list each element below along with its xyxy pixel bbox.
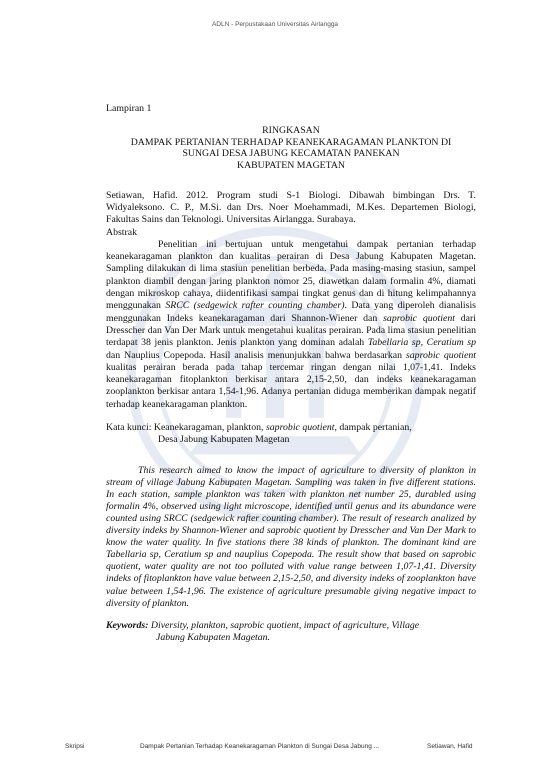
footer-title: Dampak Pertanian Terhadap Keanekaragaman Plankton di Sungai Desa Jabung ... <box>140 743 380 750</box>
document-title <box>106 125 476 171</box>
page-footer <box>0 743 550 753</box>
keywords-text: , dampak pertanian, <box>334 422 412 434</box>
keywords-indonesian <box>106 422 476 447</box>
document-body <box>106 103 476 644</box>
title-line: SUNGAI DESA JABUNG KECAMATAN PANEKAN <box>182 148 400 160</box>
keywords-term: saprobic quotient <box>265 422 335 434</box>
author-citation: Setiawan, Hafid. 2012. Program studi S-1 Biologi. Dibawah bimbingan Drs. T. Widyaleksono. C. P., M.Si. dan Drs. Noer Moehammadi, M.Kes. Departemen Biologi, Fakultas Sains dan Teknologi. Universitas Airlangga. Surabaya. <box>106 189 476 226</box>
abstract-text: . Data yang diperoleh dianalisis menggunakan Indeks keanekaragaman dari Shannon-Wiener dan <box>106 300 476 324</box>
abstract-english: This research aimed to know the impact of agriculture to diversity of plankton in stream of village Jabung Kabupaten Magetan. Sampling was taken in five different stations. In each station, sample plankton was taken with plankton net number 25, durabled using formalin 4%, observed using light microscope, identified until genus and its abundance were counted using SRCC (sedgewick rafter counting chamber). The result of research analized by diversity indeks by Shannon-Wiener and saprobic quotient by Dresscher and Van Der Mark to know the water quality. In five stations there 38 kinds of plankton. The dominant kind are Tabellaria sp, Ceratium sp and nauplius Copepoda. The result show that based on saprobic quotient, water quality are not too polluted with value range between 1,07-1,41. Diversity indeks of fitoplankton have value between 2,15-2,50, and diversity indeks of zooplankton have value between 1,54-1,96. The existence of agriculture presumable giving negative impact to diversity of plankton. <box>106 464 476 609</box>
abstract-text: Penelitian ini bertujuan untuk mengetahui dampak pertanian terhadap keanekaragaman plankton dan kualitas perairan di Desa Jabung Kabupaten Magetan. Sampling dilakukan di lima stasiun penelitian berbeda. Pada masing-masing stasiun, sampel plankton diambil dengan jaring plankton nomor 25, diawetkan dalam formalin 4%, diamati dengan mikroskop cahaya, diidentifikasi sampai tingkat genus dan di hitung kelimpahannya menggunakan <box>106 238 476 312</box>
title-line: DAMPAK PERTANIAN TERHADAP KEANEKARAGAMAN PLANKTON DI <box>130 136 452 148</box>
keywords-text: Keanekaragaman, plankton, <box>151 422 266 434</box>
abstract-term: SRCC (sedgewick rafter counting chamber) <box>165 300 345 312</box>
keywords-text: Jabung Kabupaten Magetan. <box>156 631 271 643</box>
abstract-term: saprobic quotient <box>383 312 455 324</box>
abstract-term: Tabellaria sp, Ceratium sp <box>367 337 476 349</box>
title-line: KABUPATEN MAGETAN <box>237 160 345 172</box>
appendix-label: Lampiran 1 <box>106 103 152 114</box>
abstract-text: dan Nauplius Copepoda. Hasil analisis menunjukkan bahwa berdasarkan <box>106 349 406 361</box>
title-line: RINGKASAN <box>262 125 320 137</box>
page-header: ADLN - Perpustakaan Universitas Airlangga <box>211 21 339 28</box>
footer-left: Skripsi <box>65 743 85 750</box>
footer-author: Setiawan, Hafid <box>427 743 473 750</box>
abstract-text: dari Dresscher dan Van Der Mark untuk mengetahui kualitas perairan. Pada lima stasiun penelitian terdapat 38 jenis plankton. Jenis plankton yang dominan adalah <box>106 312 476 349</box>
abstract-text: kualitas perairan berada pada tahap tercemar ringan dengan nilai 1,07-1,41. Indeks keanekaragaman fitoplankton berkisar antara 2,15-2,50, dan indeks keanekaragaman zooplankton berkisar antara 1,54-1,96. Adanya pertanian diduga memberikan dampak negatif terhadap keanekaragaman plankton. <box>106 361 476 410</box>
abstract-term: saprobic quotient <box>405 349 476 361</box>
keywords-text: Desa Jabung Kabupaten Magetan <box>158 434 290 446</box>
abstract-heading: Abstrak <box>106 226 138 238</box>
keywords-label: Kata kunci: <box>106 422 152 434</box>
abstract-indonesian <box>106 239 476 411</box>
keywords-english <box>106 620 476 644</box>
keywords-text: Diversity, plankton, saprobic quotient, impact of agriculture, Village <box>148 619 420 631</box>
keywords-label: Keywords: <box>106 619 149 631</box>
